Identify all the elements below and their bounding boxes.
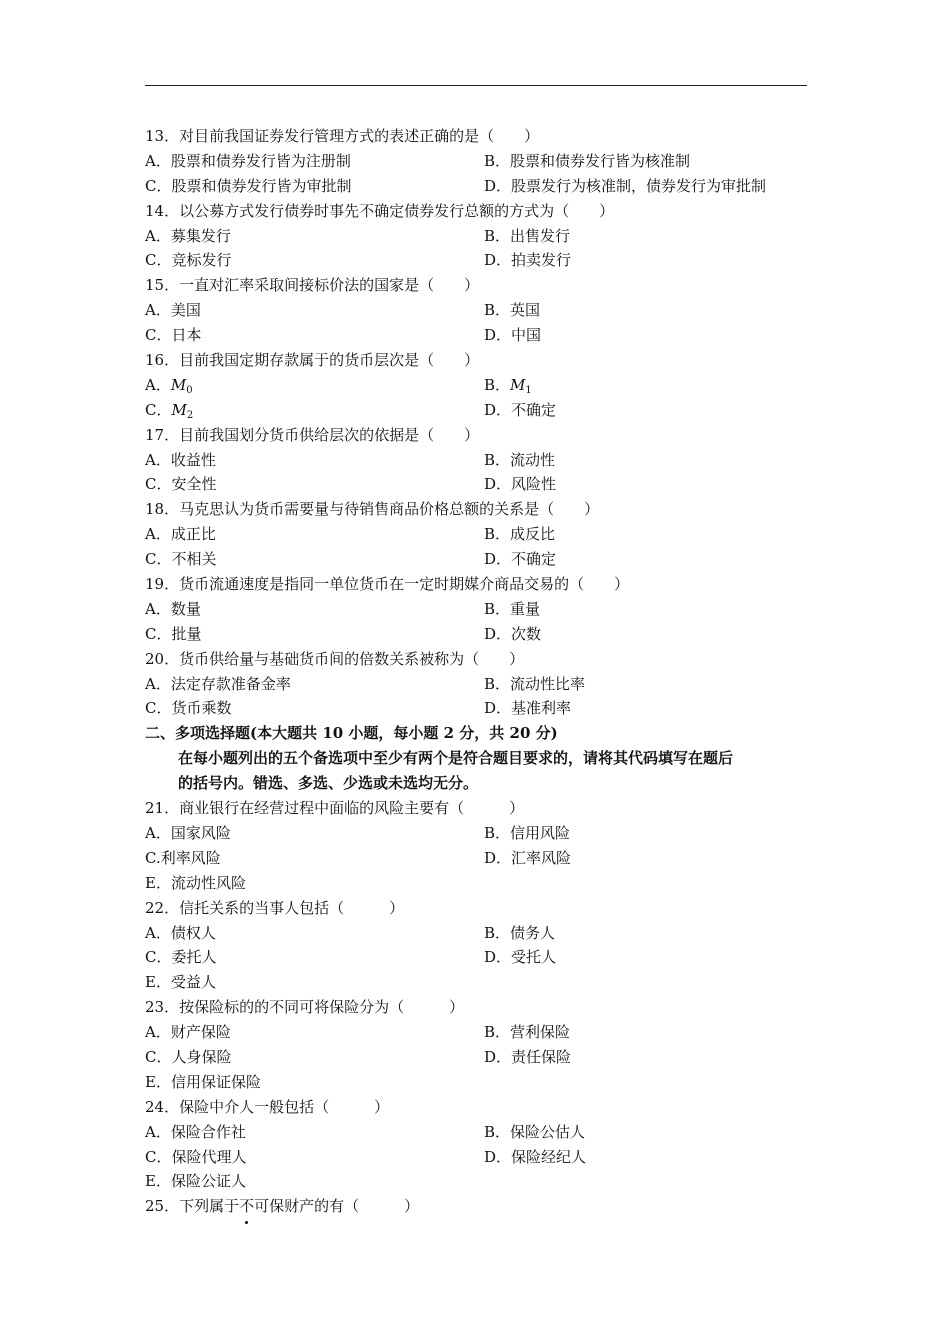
question-22-stem: 22．信托关系的当事人包括（ ） — [145, 898, 405, 917]
question-23-stem: 23．按保险标的的不同可将保险分为（ ） — [145, 998, 465, 1017]
question-17-options-row-1 — [145, 448, 807, 473]
money-symbol-m1: M — [510, 375, 526, 394]
option-b: B．营利保险 — [484, 1023, 571, 1042]
question-25-stem-start: 25．下列属于 — [145, 1197, 240, 1216]
option-c — [145, 398, 484, 423]
option-c-label: C． — [145, 400, 172, 419]
option-a: A．国家风险 — [145, 823, 231, 842]
option-c: C．批量 — [145, 624, 202, 643]
section-2-title: 二、多项选择题(本大题共 10 小题，每小题 2 分，共 20 分) — [145, 724, 558, 743]
option-d: D．拍卖发行 — [484, 251, 572, 270]
question-19-stem: 19．货币流通速度是指同一单位货币在一定时期媒介商品交易的（ ） — [145, 575, 630, 594]
option-e: E．受益人 — [145, 973, 216, 992]
option-a — [145, 373, 484, 398]
question-16-options-row-1 — [145, 373, 807, 398]
question-20-options-row-2 — [145, 696, 807, 721]
option-a: A．募集发行 — [145, 226, 231, 245]
question-17-stem: 17．目前我国划分货币供给层次的依据是（ ） — [145, 425, 480, 444]
exam-page — [145, 124, 807, 1219]
money-symbol-subscript: 2 — [186, 409, 194, 421]
option-a: A．美国 — [145, 301, 201, 320]
option-a: A．保险合作社 — [145, 1122, 246, 1141]
question-25-stem — [145, 1194, 807, 1219]
option-d: D．风险性 — [484, 475, 557, 494]
question-23-options-row-2 — [145, 1045, 807, 1070]
option-a: A．成正比 — [145, 525, 216, 544]
money-symbol-m2: M — [171, 400, 187, 419]
question-14-options-row-1 — [145, 224, 807, 249]
question-15-options-row-2 — [145, 323, 807, 348]
question-16-options-row-2 — [145, 398, 807, 423]
option-b: B．保险公估人 — [484, 1122, 586, 1141]
question-20-stem: 20．货币供给量与基础货币间的倍数关系被称为（ ） — [145, 649, 525, 668]
question-21-stem: 21．商业银行在经营过程中面临的风险主要有（ ） — [145, 799, 525, 818]
option-e: E．流动性风险 — [145, 873, 246, 892]
money-symbol-subscript: 1 — [525, 384, 532, 396]
question-24-stem: 24．保险中介人一般包括（ ） — [145, 1097, 390, 1116]
option-b-label: B． — [484, 375, 511, 394]
option-e: E．信用保证保险 — [145, 1072, 261, 1091]
option-b: B．重量 — [484, 599, 541, 618]
question-13-options-row-1 — [145, 149, 807, 174]
option-e: E．保险公证人 — [145, 1172, 246, 1191]
instructions-line-2: 的括号内。错选、多选、少选或未选均无分。 — [178, 774, 479, 793]
question-22-options-row-1 — [145, 921, 807, 946]
question-15-options-row-1 — [145, 298, 807, 323]
question-25-stem-end: 可保财产的有（ ） — [254, 1197, 420, 1216]
option-c: C．人身保险 — [145, 1047, 232, 1066]
header-rule — [145, 85, 807, 86]
question-16-stem: 16．目前我国定期存款属于的货币层次是（ ） — [145, 351, 480, 370]
option-c: C．竞标发行 — [145, 251, 232, 270]
question-18-options-row-1 — [145, 522, 807, 547]
option-a: A．法定存款准备金率 — [145, 674, 291, 693]
question-19-options-row-1 — [145, 597, 807, 622]
option-d: D．基准利率 — [484, 699, 572, 718]
option-c: C．安全性 — [145, 475, 217, 494]
question-18-options-row-2 — [145, 547, 807, 572]
option-c: C.利率风险 — [145, 848, 221, 867]
money-symbol-subscript: 0 — [186, 384, 193, 396]
question-23-options-row-1 — [145, 1020, 807, 1045]
section-2-instructions — [145, 746, 807, 796]
question-21-options-row-1 — [145, 821, 807, 846]
emphasized-word: 不 — [239, 1194, 254, 1219]
option-d: D．责任保险 — [484, 1047, 572, 1066]
option-a-label: A． — [145, 375, 171, 394]
question-13-stem: 13．对目前我国证券发行管理方式的表述正确的是（ ） — [145, 127, 540, 145]
option-d: D．不确定 — [484, 400, 557, 419]
question-19-options-row-2 — [145, 622, 807, 647]
question-14-options-row-2 — [145, 248, 807, 273]
instructions-line-1: 在每小题列出的五个备选项中至少有两个是符合题目要求的，请将其代码填写在题后 — [178, 749, 734, 768]
option-a: A．数量 — [145, 599, 201, 618]
option-b: B．流动性比率 — [484, 674, 586, 693]
question-18-stem: 18．马克思认为货币需要量与待销售商品价格总额的关系是（ ） — [145, 500, 600, 519]
option-b: B．债务人 — [484, 923, 556, 942]
question-17-options-row-2 — [145, 472, 807, 497]
option-d: D．中国 — [484, 326, 542, 345]
option-d: D．次数 — [484, 624, 542, 643]
question-20-options-row-1 — [145, 672, 807, 697]
option-b: B．英国 — [484, 301, 541, 320]
option-c: C．委托人 — [145, 948, 217, 967]
question-24-options-row-2 — [145, 1145, 807, 1170]
option-d: D．汇率风险 — [484, 848, 572, 867]
option-c: C．日本 — [145, 326, 202, 345]
option-a: A．财产保险 — [145, 1023, 231, 1042]
question-13-options-row-2 — [145, 174, 807, 199]
option-a: A．债权人 — [145, 923, 216, 942]
option-a: A．股票和债券发行皆为注册制 — [145, 151, 351, 170]
option-b: B．股票和债券发行皆为核准制 — [484, 151, 691, 170]
option-d: D．保险经纪人 — [484, 1147, 587, 1166]
option-b: B．信用风险 — [484, 823, 571, 842]
option-c: C．不相关 — [145, 550, 217, 569]
option-a: A．收益性 — [145, 450, 216, 469]
question-14-stem: 14．以公募方式发行债券时事先不确定债券发行总额的方式为（ ） — [145, 201, 615, 220]
question-24-options-row-1 — [145, 1120, 807, 1145]
option-d: D．股票发行为核准制，债券发行为审批制 — [484, 176, 767, 195]
option-b: B．成反比 — [484, 525, 556, 544]
option-b: B．流动性 — [484, 450, 556, 469]
money-symbol-m0: M — [170, 375, 187, 394]
question-21-options-row-2 — [145, 846, 807, 871]
option-c: C．货币乘数 — [145, 699, 232, 718]
question-15-stem: 15．一直对汇率采取间接标价法的国家是（ ） — [145, 276, 480, 295]
option-b — [484, 373, 807, 398]
option-c: C．股票和债券发行皆为审批制 — [145, 176, 352, 195]
option-d: D．受托人 — [484, 948, 557, 967]
option-c: C．保险代理人 — [145, 1147, 247, 1166]
option-b: B．出售发行 — [484, 226, 571, 245]
question-22-options-row-2 — [145, 945, 807, 970]
option-d: D．不确定 — [484, 550, 557, 569]
